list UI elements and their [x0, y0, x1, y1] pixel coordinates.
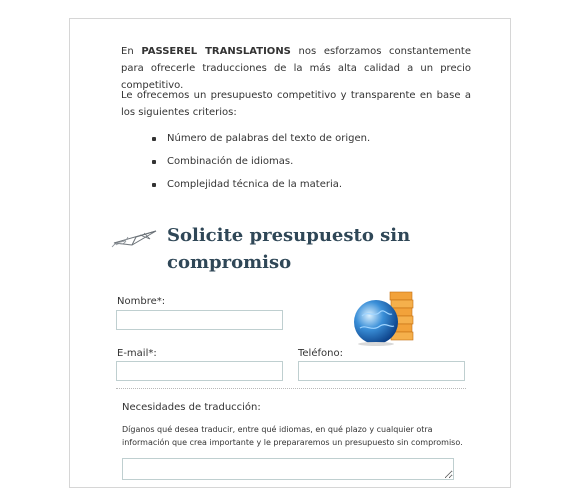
list-item: Complejidad técnica de la materia. — [152, 179, 370, 202]
email-label: E-mail*: — [117, 348, 157, 359]
translation-needs-help: Díganos qué desea traducir, entre qué idiomas, en qué plazo y cualquier otra información que crea importante y le prepararemos un presupuesto sin compromiso. — [122, 425, 463, 447]
brand-name: PASSEREL TRANSLATIONS — [141, 46, 291, 57]
form-heading: Solicite presupuesto sin compromiso — [167, 225, 411, 273]
globe-with-documents-icon — [350, 288, 420, 348]
paper-plane-sketch-icon — [110, 225, 162, 249]
list-item: Combinación de idiomas. — [152, 156, 370, 179]
criteria-intro: Le ofrecemos un presupuesto competitivo y transparente en base a los siguientes criterios: — [121, 90, 471, 118]
name-field[interactable] — [116, 310, 283, 330]
criteria-list — [152, 133, 370, 202]
form-divider — [116, 388, 466, 389]
translation-needs-textarea[interactable] — [122, 458, 454, 480]
list-item: Número de palabras del texto de origen. — [152, 133, 370, 156]
translation-needs-label: Necesidades de traducción: — [122, 402, 261, 413]
intro-paragraph: En PASSEREL TRANSLATIONS nos esforzamos constantemente para ofrecerle traducciones de la más alta calidad a un precio competitivo. — [121, 46, 471, 91]
phone-label: Teléfono: — [298, 348, 343, 359]
email-field[interactable] — [116, 361, 283, 381]
phone-field[interactable] — [298, 361, 465, 381]
name-label: Nombre*: — [117, 296, 166, 307]
